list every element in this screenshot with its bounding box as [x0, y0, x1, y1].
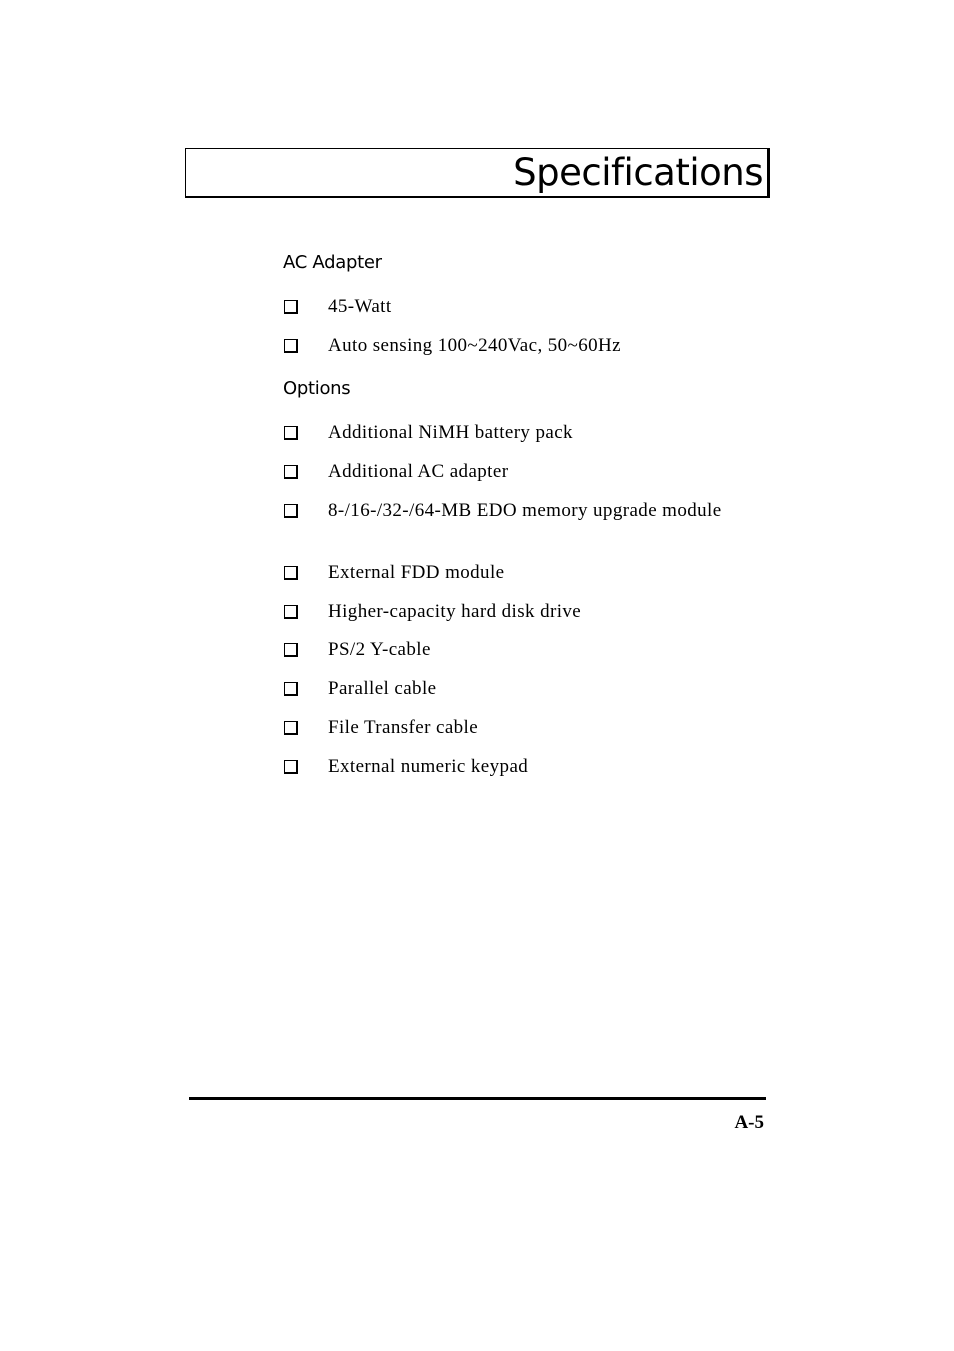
section-heading-ac-adapter: AC Adapter	[283, 252, 382, 273]
list-item-text: File Transfer cable	[328, 717, 479, 738]
list-item-text: Auto sensing 100~240Vac, 50~60Hz	[328, 335, 621, 356]
checkbox-bullet-icon	[284, 426, 298, 440]
checkbox-bullet-icon	[284, 605, 298, 619]
checkbox-bullet-icon	[284, 300, 298, 314]
list-item-text: Parallel cable	[328, 678, 437, 699]
section-heading-options: Options	[283, 378, 351, 399]
list-item-text: External FDD module	[328, 562, 505, 583]
list-item	[283, 677, 743, 700]
list-item	[283, 638, 743, 661]
checkbox-bullet-icon	[284, 465, 298, 479]
list-item	[283, 561, 743, 584]
checkbox-bullet-icon	[284, 721, 298, 735]
list-item	[283, 295, 743, 318]
list-item-text: External numeric keypad	[328, 756, 529, 777]
list-item-text: Additional NiMH battery pack	[328, 422, 573, 443]
list-item	[283, 460, 743, 483]
list-item	[283, 499, 743, 522]
checkbox-bullet-icon	[284, 566, 298, 580]
page-title: Specifications	[513, 151, 763, 194]
list-item	[283, 421, 743, 444]
list-item-text: Additional AC adapter	[328, 461, 509, 482]
checkbox-bullet-icon	[284, 643, 298, 657]
checkbox-bullet-icon	[284, 760, 298, 774]
footer-rule	[189, 1097, 766, 1100]
page-number: A-5	[734, 1112, 764, 1133]
title-box	[185, 148, 770, 198]
list-item	[283, 716, 743, 739]
list-item	[283, 600, 743, 623]
list-item-text: Higher-capacity hard disk drive	[328, 601, 582, 622]
list-item	[283, 755, 743, 778]
list-item-text: 8-/16-/32-/64-MB EDO memory upgrade module	[328, 500, 722, 521]
list-item	[283, 334, 743, 357]
list-item-text: PS/2 Y-cable	[328, 639, 431, 660]
checkbox-bullet-icon	[284, 339, 298, 353]
checkbox-bullet-icon	[284, 682, 298, 696]
checkbox-bullet-icon	[284, 504, 298, 518]
list-item-text: 45-Watt	[328, 296, 392, 317]
